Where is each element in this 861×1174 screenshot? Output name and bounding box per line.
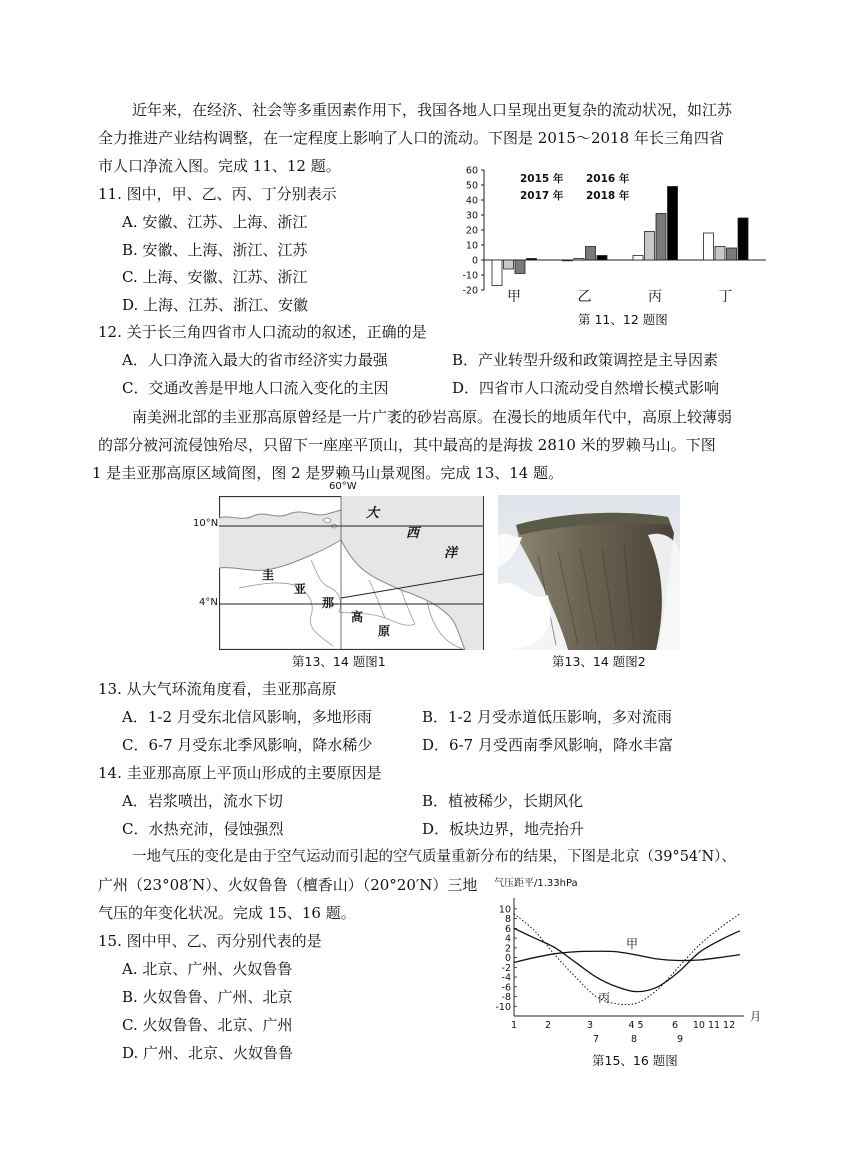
bar-legend-entry: 2017 年 bbox=[520, 190, 564, 202]
bar-category-label: 丁 bbox=[718, 289, 733, 302]
map-lat10-label: 10°N bbox=[193, 518, 219, 529]
bar bbox=[727, 248, 737, 260]
bar-y-tick-label: 0 bbox=[471, 255, 478, 267]
map-lon-label: 60°W bbox=[329, 481, 357, 492]
q15-option-c: C. 火奴鲁鲁、北京、广州 bbox=[122, 1016, 293, 1034]
bar-category-label: 丙 bbox=[648, 289, 662, 302]
line-series-label: 甲 bbox=[626, 937, 639, 951]
q12-option-a: A．人口净流入最大的省市经济实力最强 bbox=[122, 351, 388, 369]
line-x-tick-label: 1 bbox=[510, 1020, 518, 1031]
map-region-char-3: 那 bbox=[322, 596, 335, 610]
intro2-line1: 南美洲北部的圭亚那高原曾经是一片广袤的砂岩高原。在漫长的地质年代中，高原上较薄弱 bbox=[132, 408, 733, 426]
line-x-tick-label: 7 bbox=[592, 1034, 600, 1045]
bar bbox=[668, 187, 678, 261]
bar-y-tick-label: -10 bbox=[462, 270, 478, 282]
bar-legend-entry: 2018 年 bbox=[586, 190, 630, 202]
bar bbox=[492, 260, 502, 286]
q12-option-d: D．四省市人口流动受自然增长模式影响 bbox=[452, 379, 720, 397]
q15-stem: 15. 图中甲、乙、丙分别代表的是 bbox=[98, 932, 322, 950]
bar-y-tick-label: -20 bbox=[462, 285, 478, 297]
map-region-char-4: 高 bbox=[351, 610, 364, 624]
q15-option-d: D. 广州、北京、火奴鲁鲁 bbox=[122, 1044, 294, 1062]
line-y-tick-label: -4 bbox=[501, 972, 511, 984]
map-ocean-char-3: 洋 bbox=[444, 546, 458, 561]
line-y-tick-label: -6 bbox=[501, 982, 511, 994]
line-y-tick-label: -2 bbox=[501, 962, 511, 974]
q11-stem: 11. 图中，甲、乙、丙、丁分别表示 bbox=[98, 185, 337, 203]
q15-option-b: B. 火奴鲁鲁、广州、北京 bbox=[122, 988, 293, 1006]
line-x-tick-label: 3 bbox=[586, 1020, 594, 1031]
intro1-line2: 全力推进产业结构调整，在一定程度上影响了人口的流动。下图是 2015～2018 年长三角四省 bbox=[98, 129, 724, 147]
bar-category-label: 甲 bbox=[507, 289, 521, 302]
intro3-line1: 一地气压的变化是由于空气运动而引起的空气质量重新分布的结果，下图是北京（39°54′N）、 bbox=[132, 849, 736, 865]
map-caption-1: 第13、14 题图1 bbox=[292, 654, 386, 669]
line-y-tick-label: 0 bbox=[504, 953, 511, 965]
bar bbox=[704, 233, 714, 260]
line-y-tick-label: -10 bbox=[495, 1001, 511, 1013]
q15-option-a: A. 北京、广州、火奴鲁鲁 bbox=[122, 960, 293, 978]
q14-option-b: B．植被稀少，长期风化 bbox=[422, 792, 584, 810]
intro3-line2: 广州（23°08′N）、火奴鲁鲁（檀香山）（20°20′N）三地 bbox=[98, 876, 478, 894]
bar-legend-entry: 2015 年 bbox=[520, 173, 564, 185]
map-lat4-label: 4°N bbox=[199, 597, 218, 608]
q11-option-d: D. 上海、江苏、浙江、安徽 bbox=[122, 296, 309, 314]
map-region-char-2: 亚 bbox=[294, 582, 307, 596]
bar bbox=[504, 260, 514, 269]
bar-y-tick-label: 50 bbox=[465, 180, 478, 192]
intro3-line3: 气压的年变化状况。完成 15、16 题。 bbox=[98, 904, 356, 922]
q11-option-a: A. 安徽、江苏、上海、浙江 bbox=[122, 213, 308, 231]
bar bbox=[527, 259, 537, 261]
bar bbox=[597, 256, 607, 261]
q13-stem: 13. 从大气环流角度看，圭亚那高原 bbox=[98, 680, 337, 698]
line-x-tick-label: 8 bbox=[630, 1034, 638, 1045]
intro1-line3: 市人口净流入图。完成 11、12 题。 bbox=[98, 157, 341, 175]
bar bbox=[633, 256, 643, 261]
bar-y-tick-label: 20 bbox=[465, 225, 478, 237]
line-y-tick-label: 10 bbox=[498, 904, 511, 916]
q12-stem: 12. 关于长三角四省市人口流动的叙述，正确的是 bbox=[98, 323, 427, 341]
q13-option-c: C．6-7 月受东北季风影响，降水稀少 bbox=[122, 736, 373, 754]
q11-option-b: B. 安徽、上海、浙江、江苏 bbox=[122, 241, 308, 259]
line-x-tick-label: 9 bbox=[676, 1034, 684, 1045]
bar-y-tick-label: 30 bbox=[465, 210, 478, 222]
line-x-axis-label: 月 bbox=[750, 1010, 761, 1023]
q14-option-d: D．板块边界，地壳抬升 bbox=[422, 820, 585, 838]
q13-option-a: A．1-2 月受东北信风影响，多地形雨 bbox=[122, 708, 372, 726]
bar bbox=[645, 232, 655, 261]
q11-option-c: C. 上海、安徽、江苏、浙江 bbox=[122, 268, 308, 286]
bar-chart-caption: 第 11、12 题图 bbox=[578, 312, 668, 327]
photo-caption-2: 第13、14 题图2 bbox=[552, 654, 646, 669]
bar bbox=[586, 247, 596, 261]
intro1-line1: 近年来，在经济、社会等多重因素作用下，我国各地人口呈现出更复杂的流动状况，如江苏 bbox=[132, 101, 733, 119]
bar bbox=[715, 247, 725, 261]
line-series-label: 丙 bbox=[598, 991, 611, 1005]
pressure-line-chart bbox=[488, 870, 778, 1050]
line-x-tick-label: 10 11 12 bbox=[692, 1020, 736, 1031]
q14-stem: 14. 圭亚那高原上平顶山形成的主要原因是 bbox=[98, 764, 382, 782]
bar bbox=[656, 214, 666, 261]
line-y-tick-label: -8 bbox=[501, 992, 511, 1004]
intro2-line2: 的部分被河流侵蚀殆尽，只留下一座座平顶山，其中最高的是海拔 2810 米的罗赖马山。下图 bbox=[98, 436, 716, 454]
q13-option-d: D．6-7 月受西南季风影响，降水丰富 bbox=[422, 736, 673, 754]
roraima-photo bbox=[498, 495, 680, 650]
map-ocean-char-2: 西 bbox=[406, 526, 420, 541]
line-y-tick-label: 8 bbox=[504, 914, 511, 926]
bar bbox=[574, 259, 584, 261]
line-y-tick-label: 6 bbox=[504, 923, 511, 935]
line-x-tick-label: 6 bbox=[671, 1020, 679, 1031]
bar bbox=[515, 260, 525, 274]
line-x-tick-label: 2 bbox=[544, 1020, 552, 1031]
line-x-tick-label: 4 5 bbox=[628, 1020, 644, 1031]
guiana-map bbox=[219, 496, 484, 650]
q14-option-a: A．岩浆喷出，流水下切 bbox=[122, 792, 283, 810]
q12-option-b: B．产业转型升级和政策调控是主导因素 bbox=[452, 351, 719, 369]
intro2-line3: 1 是圭亚那高原区域简图，图 2 是罗赖马山景观图。完成 13、14 题。 bbox=[92, 464, 564, 482]
net-inflow-bar-chart bbox=[440, 162, 770, 302]
bar-category-label: 乙 bbox=[577, 289, 592, 302]
q13-option-b: B．1-2 月受赤道低压影响，多对流雨 bbox=[422, 708, 672, 726]
bar bbox=[738, 218, 748, 260]
q14-option-c: C．水热充沛，侵蚀强烈 bbox=[122, 820, 284, 838]
map-ocean-char-1: 大 bbox=[366, 506, 380, 521]
line-chart-caption: 第15、16 题图 bbox=[592, 1053, 678, 1068]
line-y-axis-label: 气压距平/1.33hPa bbox=[494, 878, 578, 889]
line-y-tick-label: 2 bbox=[504, 943, 511, 955]
map-region-char-1: 圭 bbox=[262, 568, 275, 582]
line-y-tick-label: 4 bbox=[504, 933, 511, 945]
bar-y-tick-label: 60 bbox=[465, 165, 478, 177]
bar-y-tick-label: 10 bbox=[465, 240, 478, 252]
bar-legend-entry: 2016 年 bbox=[586, 173, 630, 185]
line-series bbox=[514, 951, 740, 962]
bar bbox=[563, 260, 573, 261]
q12-option-c: C．交通改善是甲地人口流入变化的主因 bbox=[122, 379, 389, 397]
bar-y-tick-label: 40 bbox=[465, 195, 478, 207]
map-region-char-5: 原 bbox=[378, 624, 391, 638]
